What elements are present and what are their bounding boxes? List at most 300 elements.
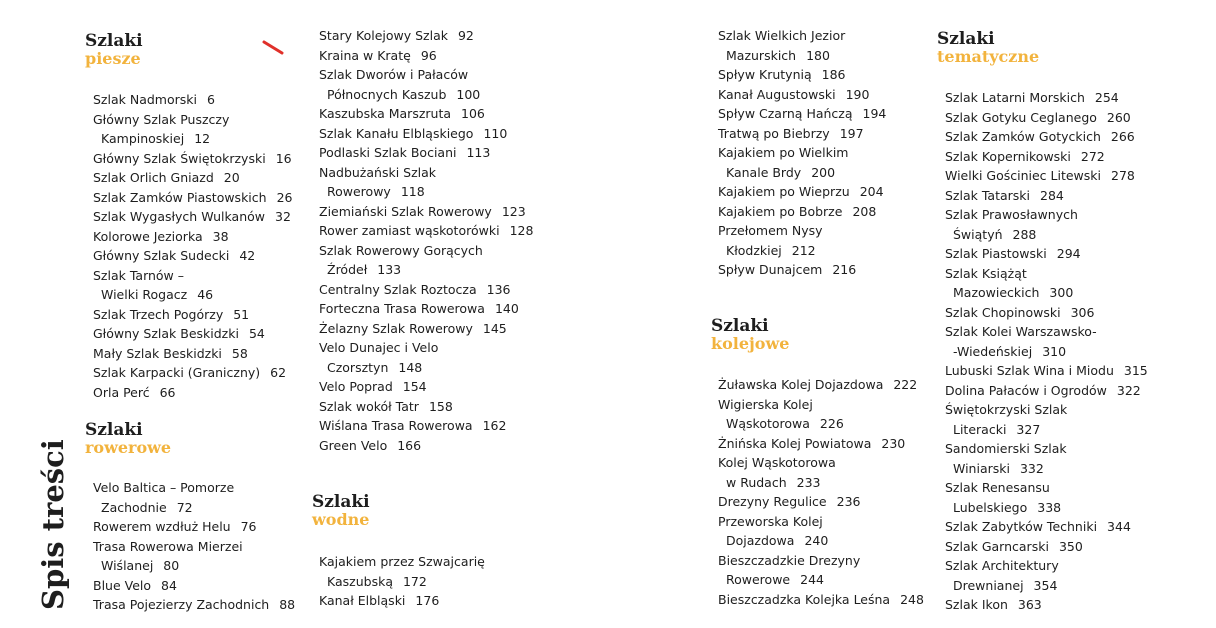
toc-entry-title: Północnych Kaszub: [327, 86, 447, 102]
toc-entry-title: Bieszczadzkie Drezyny: [718, 552, 861, 568]
toc-page-number: 84: [161, 577, 177, 593]
toc-entry-title: Mały Szlak Beskidzki: [93, 345, 222, 361]
toc-entry-title: Szlak Kolei Warszawsko-: [945, 324, 1097, 339]
toc-entry-title: Wielki Gościniec Litewski: [945, 168, 1102, 183]
toc-entry-title: Forteczna Trasa Rowerowa: [319, 301, 485, 316]
toc-page-number: 106: [461, 106, 485, 121]
toc-entry-title: Green Velo: [319, 437, 388, 453]
toc-page-number: 100: [456, 86, 481, 102]
toc-entry-title: Bieszczadzka Kolejka Leśna: [718, 591, 891, 607]
toc-entry-title: Szlak Karpacki (Graniczny): [93, 365, 261, 380]
toc-entry-line: [319, 26, 533, 46]
section-rowerowe-heading: [85, 421, 171, 457]
toc-page-number: 16: [275, 150, 292, 166]
toc-entry-title: Szlak Prawosławnych: [945, 207, 1078, 222]
toc-page-number: 254: [1094, 90, 1119, 105]
toc-entry-title: Główny Szlak Puszczy: [93, 111, 230, 127]
toc-entry-title: w Rudach: [726, 474, 787, 490]
toc-entry-title: Spływ Krutynią: [718, 67, 812, 82]
toc-entry-title: Orla Perć: [93, 384, 150, 400]
toc-entry-title: Kajakiem po Wielkim: [718, 145, 849, 160]
toc-entry-line: [93, 285, 292, 305]
toc-entry-line: [319, 416, 533, 436]
section-wodne-list: [319, 552, 485, 611]
toc-entry-line: [945, 517, 1148, 537]
toc-entry-title: Kajakiem po Bobrze: [718, 203, 843, 219]
toc-entry-line: [93, 227, 292, 247]
toc-page-number: 266: [1110, 129, 1135, 144]
toc-entry-title: Żuławska Kolej Dojazdowa: [718, 377, 884, 392]
toc-page-number: 66: [159, 384, 176, 400]
toc-page-number: 332: [1019, 460, 1044, 476]
toc-entry-title: Zachodnie: [101, 499, 167, 515]
toc-entry-title: Szlak wokół Tatr: [319, 398, 419, 414]
toc-entry-line: [718, 551, 924, 571]
toc-entry-line: [718, 163, 886, 183]
section-title: Szlaki: [85, 31, 143, 51]
toc-entry-line: [945, 264, 1148, 284]
toc-entry-title: Szlak Kanału Elbląskiego: [319, 125, 474, 141]
toc-page-number: 322: [1116, 382, 1141, 398]
toc-page-number: 140: [494, 301, 519, 316]
toc-entry-title: Szlak Zamków Gotyckich: [945, 129, 1101, 144]
toc-entry-line: [945, 108, 1148, 128]
toc-entry-title: Szlak Renesansu: [945, 480, 1050, 495]
toc-entry-line: [718, 531, 924, 551]
toc-page-number: 54: [248, 326, 265, 341]
toc-entry-title: Szlak Tatarski: [945, 187, 1030, 203]
toc-entry-line: [93, 478, 295, 498]
toc-entry-title: Dojazdowa: [726, 533, 795, 548]
toc-entry-title: Szlak Trzech Pogórzy: [93, 306, 224, 322]
toc-entry-line: [319, 591, 485, 611]
toc-entry-title: Główny Szlak Sudecki: [93, 248, 230, 263]
toc-entry-title: Rowerowe: [726, 572, 791, 587]
toc-page-number: 212: [791, 242, 816, 258]
toc-entry-line: [93, 110, 292, 130]
toc-entry-title: Żnińska Kolej Powiatowa: [718, 435, 872, 451]
toc-entry-line: [945, 186, 1148, 206]
toc-entry-line: [319, 85, 533, 105]
toc-entry-line: [93, 383, 292, 403]
toc-entry-title: Wiślanej: [101, 558, 154, 573]
toc-entry-line: [945, 322, 1148, 342]
toc-entry-line: [319, 280, 533, 300]
toc-entry-line: [319, 552, 485, 572]
toc-entry-line: [319, 104, 533, 124]
toc-entry-title: Ziemiański Szlak Rowerowy: [319, 203, 492, 219]
toc-entry-title: Kanał Elbląski: [319, 593, 406, 608]
toc-page-number: 51: [233, 306, 250, 322]
toc-entry-line: [718, 570, 924, 590]
toc-page-number: 310: [1042, 343, 1067, 359]
toc-page-number: 58: [231, 345, 248, 361]
toc-entry-title: Szlak Gotyku Ceglanego: [945, 109, 1097, 125]
toc-entry-line: [945, 381, 1148, 401]
toc-entry-title: Kolorowe Jeziorka: [93, 228, 203, 244]
toc-entry-line: [93, 595, 295, 615]
toc-entry-title: Szlak Orlich Gniazd: [93, 170, 214, 185]
toc-entry-title: Szlak Kopernikowski: [945, 148, 1071, 164]
toc-entry-line: [319, 163, 533, 183]
toc-entry-line: [93, 168, 292, 188]
toc-page-number: 148: [398, 359, 423, 375]
toc-entry-line: [718, 260, 886, 280]
toc-entry-line: [718, 221, 886, 241]
toc-entry-line: [718, 182, 886, 202]
toc-entry-title: Centralny Szlak Roztocza: [319, 281, 477, 297]
toc-entry-line: [319, 65, 533, 85]
toc-page-number: 344: [1107, 519, 1131, 534]
toc-page-number: 216: [832, 262, 857, 277]
toc-entry-title: Żelazny Szlak Rowerowy: [319, 320, 473, 336]
toc-entry-title: Spływ Dunajcem: [718, 262, 823, 277]
toc-entry-line: [945, 283, 1148, 303]
toc-entry-title: Kajakiem po Wieprzu: [718, 184, 850, 199]
toc-entry-title: Szlak Nadmorski: [93, 92, 197, 107]
toc-entry-line: [319, 202, 533, 222]
toc-entry-line: [945, 244, 1148, 264]
toc-entry-title: Szlak Chopinowski: [945, 304, 1061, 320]
section-wodne-heading: [312, 493, 370, 529]
toc-entry-line: [319, 46, 533, 66]
toc-page-number: 300: [1049, 285, 1074, 300]
toc-entry-line: [945, 556, 1148, 576]
toc-entry-line: [718, 473, 924, 493]
toc-page-number: 6: [206, 92, 215, 107]
section-wodne-cont-list: [718, 26, 886, 280]
toc-page-number: 80: [163, 558, 180, 573]
toc-page-number: 272: [1080, 148, 1105, 164]
toc-page-number: 350: [1058, 538, 1083, 554]
section-piesze-list: [93, 90, 292, 402]
toc-page-number: 123: [501, 203, 526, 219]
toc-entry-line: [319, 299, 533, 319]
toc-entry-line: [945, 361, 1148, 381]
section-tematyczne-heading: [937, 30, 1039, 66]
toc-entry-title: Stary Kolejowy Szlak: [319, 28, 448, 43]
toc-page-number: 180: [806, 47, 830, 63]
section-subtitle: tematyczne: [937, 47, 1040, 66]
red-pen-mark: [262, 40, 286, 56]
toc-entry-title: Trasa Rowerowa Mierzei: [93, 538, 243, 554]
toc-page-number: 42: [239, 248, 256, 263]
section-piesze-heading: [85, 32, 143, 68]
toc-page-number: 284: [1040, 187, 1064, 203]
toc-entry-title: Źródeł: [327, 262, 368, 277]
toc-page-number: 244: [800, 572, 824, 587]
toc-page-number: 236: [836, 494, 861, 509]
toc-page-number: 76: [240, 519, 257, 534]
toc-entry-title: Lubuski Szlak Wina i Miodu: [945, 363, 1114, 378]
toc-entry-line: [93, 556, 295, 576]
toc-page-number: 363: [1017, 597, 1042, 612]
toc-entry-line: [93, 498, 295, 518]
toc-entry-line: [319, 260, 533, 280]
toc-page-number: 294: [1056, 246, 1081, 261]
toc-entry-line: [945, 342, 1148, 362]
toc-page-number: 110: [483, 125, 508, 141]
toc-entry-title: Dolina Pałaców i Ogrodów: [945, 382, 1107, 398]
toc-entry-title: Rower zamiast wąskotorówki: [319, 223, 500, 238]
toc-entry-title: Szlak Piastowski: [945, 246, 1047, 261]
toc-entry-line: [718, 492, 924, 512]
toc-page-number: 154: [402, 379, 427, 394]
toc-entry-line: [319, 241, 533, 261]
toc-entry-line: [945, 147, 1148, 167]
toc-page-number: 354: [1033, 577, 1058, 593]
toc-entry-line: [718, 26, 886, 46]
toc-page-number: 113: [466, 145, 491, 160]
toc-entry-title: Mazowieckich: [953, 285, 1040, 300]
toc-entry-title: Szlak Tarnów –: [93, 267, 185, 283]
toc-entry-title: Literacki: [953, 421, 1007, 437]
toc-page-number: 315: [1123, 363, 1148, 378]
toc-entry-line: [93, 576, 295, 596]
toc-entry-title: Spływ Czarną Hańczą: [718, 106, 853, 121]
toc-entry-title: Drewnianej: [953, 577, 1024, 593]
section-title: Szlaki: [85, 420, 143, 440]
toc-entry-line: [93, 129, 292, 149]
toc-entry-title: Szlak Architektury: [945, 558, 1059, 573]
toc-entry-line: [319, 319, 533, 339]
toc-page-number: 118: [400, 184, 425, 199]
toc-entry-title: Trasa Pojezierzy Zachodnich: [93, 597, 270, 612]
toc-entry-line: [93, 324, 292, 344]
toc-entry-line: [945, 400, 1148, 420]
section-rowerowe-list: [93, 478, 295, 615]
toc-entry-line: [319, 572, 485, 592]
toc-entry-title: Kraina w Kratę: [319, 47, 411, 63]
toc-page-number: 208: [852, 203, 877, 219]
toc-entry-title: Przełomem Nysy: [718, 223, 823, 238]
toc-page-number: 46: [197, 287, 214, 302]
toc-entry-line: [945, 303, 1148, 323]
toc-page-number: 96: [420, 47, 437, 63]
toc-entry-line: [945, 166, 1148, 186]
toc-entry-title: Kaszubska Marszruta: [319, 106, 452, 121]
toc-entry-line: [945, 439, 1148, 459]
toc-page-number: 145: [482, 320, 507, 336]
toc-entry-line: [945, 225, 1148, 245]
toc-entry-title: Wąskotorowa: [726, 416, 810, 431]
section-title: Szlaki: [312, 492, 370, 512]
toc-entry-title: Mazurskich: [726, 47, 797, 63]
section-title: Szlaki: [711, 316, 769, 336]
toc-entry-title: Świątyń: [953, 226, 1003, 242]
toc-entry-line: [945, 595, 1148, 615]
section-subtitle: kolejowe: [711, 334, 790, 353]
toc-page-number: 226: [819, 416, 844, 431]
toc-entry-line: [718, 104, 886, 124]
toc-entry-title: Kolej Wąskotorowa: [718, 455, 836, 470]
toc-entry-line: [93, 188, 292, 208]
toc-page-number: 233: [796, 474, 821, 490]
toc-entry-title: Winiarski: [953, 460, 1010, 476]
toc-page-number: 338: [1037, 499, 1062, 515]
toc-entry-title: Kanale Brdy: [726, 164, 802, 180]
toc-entry-line: [718, 241, 886, 261]
toc-entry-line: [945, 498, 1148, 518]
toc-page-number: 12: [194, 131, 211, 146]
toc-entry-title: Kampinoskiej: [101, 131, 185, 146]
toc-entry-title: Tratwą po Biebrzy: [718, 125, 830, 141]
toc-page-number: 204: [859, 184, 884, 199]
toc-page-number: 230: [881, 435, 906, 451]
toc-entry-line: [945, 205, 1148, 225]
toc-entry-line: [718, 46, 886, 66]
section-title: Szlaki: [937, 29, 995, 49]
toc-entry-line: [945, 576, 1148, 596]
toc-page-number: 176: [415, 593, 440, 608]
toc-entry-line: [945, 127, 1148, 147]
toc-entry-line: [93, 149, 292, 169]
toc-entry-title: Blue Velo: [93, 577, 152, 593]
toc-page-number: 278: [1111, 168, 1135, 183]
toc-entry-title: Przeworska Kolej: [718, 513, 823, 529]
section-subtitle: wodne: [312, 510, 370, 529]
toc-page-number: 133: [377, 262, 402, 277]
toc-entry-title: Wielki Rogacz: [101, 287, 188, 302]
toc-page-number: 172: [402, 573, 427, 589]
toc-page-number: 327: [1016, 421, 1041, 437]
toc-page-number: 26: [276, 189, 293, 205]
toc-entry-title: Szlak Zamków Piastowskich: [93, 189, 267, 205]
toc-entry-title: Velo Poprad: [319, 379, 393, 394]
toc-entry-title: Kajakiem przez Szwajcarię: [319, 554, 485, 569]
toc-page-number: 260: [1106, 109, 1131, 125]
toc-page-number: 166: [397, 437, 422, 453]
toc-entry-title: Główny Szlak Świętokrzyski: [93, 150, 266, 166]
toc-entry-line: [93, 517, 295, 537]
toc-page-number: 288: [1012, 226, 1037, 242]
toc-entry-title: Drezyny Regulice: [718, 494, 827, 509]
toc-entry-line: [319, 221, 533, 241]
section-kolejowe-list: [718, 375, 924, 609]
toc-entry-title: Świętokrzyski Szlak: [945, 402, 1068, 417]
toc-page-number: 128: [509, 223, 534, 238]
section-subtitle: rowerowe: [85, 438, 172, 457]
toc-entry-line: [718, 590, 924, 610]
toc-entry-line: [945, 478, 1148, 498]
toc-entry-title: Szlak Latarni Morskich: [945, 90, 1085, 105]
toc-entry-title: Kanał Augustowski: [718, 86, 836, 102]
toc-page-number: 222: [893, 377, 918, 392]
toc-entry-line: [319, 397, 533, 417]
toc-entry-title: Nadbużański Szlak: [319, 164, 437, 180]
toc-entry-line: [945, 420, 1148, 440]
toc-entry-title: Szlak Ikon: [945, 597, 1008, 612]
toc-entry-line: [93, 363, 292, 383]
toc-page-number: 306: [1070, 304, 1095, 320]
toc-entry-title: Podlaski Szlak Bociani: [319, 145, 457, 160]
toc-entry-line: [945, 88, 1148, 108]
toc-entry-line: [93, 305, 292, 325]
toc-page-number: 200: [811, 164, 836, 180]
section-rowerowe-cont-list: [319, 26, 533, 455]
toc-entry-line: [945, 537, 1148, 557]
toc-page-number: 38: [212, 228, 229, 244]
toc-entry-title: Szlak Zabytków Techniki: [945, 519, 1098, 534]
toc-page-number: 158: [428, 398, 453, 414]
toc-entry-title: Velo Baltica – Pomorze: [93, 480, 235, 495]
toc-page-number: 240: [804, 533, 829, 548]
toc-entry-title: Kłodzkiej: [726, 242, 782, 258]
toc-entry-line: [718, 124, 886, 144]
toc-entry-title: Lubelskiego: [953, 499, 1028, 515]
toc-page-number: 62: [270, 365, 287, 380]
page-title: Spis treści: [36, 439, 70, 610]
toc-entry-title: Velo Dunajec i Velo: [319, 340, 439, 355]
toc-entry-title: Szlak Książąt: [945, 265, 1027, 281]
toc-entry-line: [718, 202, 886, 222]
toc-page-number: 72: [176, 499, 193, 515]
toc-entry-line: [319, 436, 533, 456]
toc-entry-line: [93, 246, 292, 266]
toc-page-number: 32: [275, 209, 291, 224]
toc-page-number: 92: [457, 28, 474, 43]
toc-entry-line: [93, 537, 295, 557]
toc-entry-line: [93, 344, 292, 364]
toc-page-number: 88: [279, 597, 296, 612]
toc-entry-title: Główny Szlak Beskidzki: [93, 326, 239, 341]
section-kolejowe-heading: [711, 317, 789, 353]
toc-entry-line: [319, 358, 533, 378]
toc-entry-line: [718, 85, 886, 105]
toc-entry-title: Szlak Wygasłych Wulkanów: [93, 209, 265, 224]
toc-page-number: 248: [900, 591, 924, 607]
toc-entry-line: [718, 453, 924, 473]
toc-entry-line: [93, 266, 292, 286]
toc-entry-line: [718, 414, 924, 434]
toc-entry-title: Wiślana Trasa Rowerowa: [319, 418, 473, 433]
toc-entry-title: Czorsztyn: [327, 359, 389, 375]
toc-entry-line: [718, 434, 924, 454]
toc-page-number: 20: [223, 170, 240, 185]
toc-entry-line: [718, 65, 886, 85]
toc-entry-title: Szlak Garncarski: [945, 538, 1049, 554]
toc-page-number: 186: [821, 67, 846, 82]
toc-entry-title: Kaszubską: [327, 573, 393, 589]
toc-entry-line: [319, 143, 533, 163]
toc-entry-title: Szlak Wielkich Jezior: [718, 28, 846, 43]
toc-entry-line: [319, 182, 533, 202]
toc-entry-line: [718, 512, 924, 532]
toc-entry-title: Rowerem wzdłuż Helu: [93, 519, 231, 534]
toc-entry-line: [319, 377, 533, 397]
toc-entry-line: [319, 338, 533, 358]
toc-entry-title: Sandomierski Szlak: [945, 441, 1067, 456]
toc-entry-line: [718, 395, 924, 415]
toc-entry-line: [319, 124, 533, 144]
toc-entry-title: Szlak Rowerowy Gorących: [319, 242, 483, 258]
toc-entry-title: Wigierska Kolej: [718, 396, 813, 412]
toc-page-number: 190: [845, 86, 870, 102]
toc-page-number: 197: [839, 125, 864, 141]
toc-entry-line: [945, 459, 1148, 479]
toc-entry-title: Szlak Dworów i Pałaców: [319, 67, 469, 82]
toc-entry-line: [718, 375, 924, 395]
toc-entry-line: [718, 143, 886, 163]
toc-entry-line: [93, 90, 292, 110]
toc-entry-title: Rowerowy: [327, 184, 391, 199]
toc-page-number: 194: [862, 106, 887, 121]
toc-entry-title: -Wiedeńskiej: [953, 343, 1033, 359]
toc-page-number: 136: [486, 281, 511, 297]
toc-entry-line: [93, 207, 292, 227]
toc-page-number: 162: [482, 418, 507, 433]
section-tematyczne-list: [945, 88, 1148, 615]
